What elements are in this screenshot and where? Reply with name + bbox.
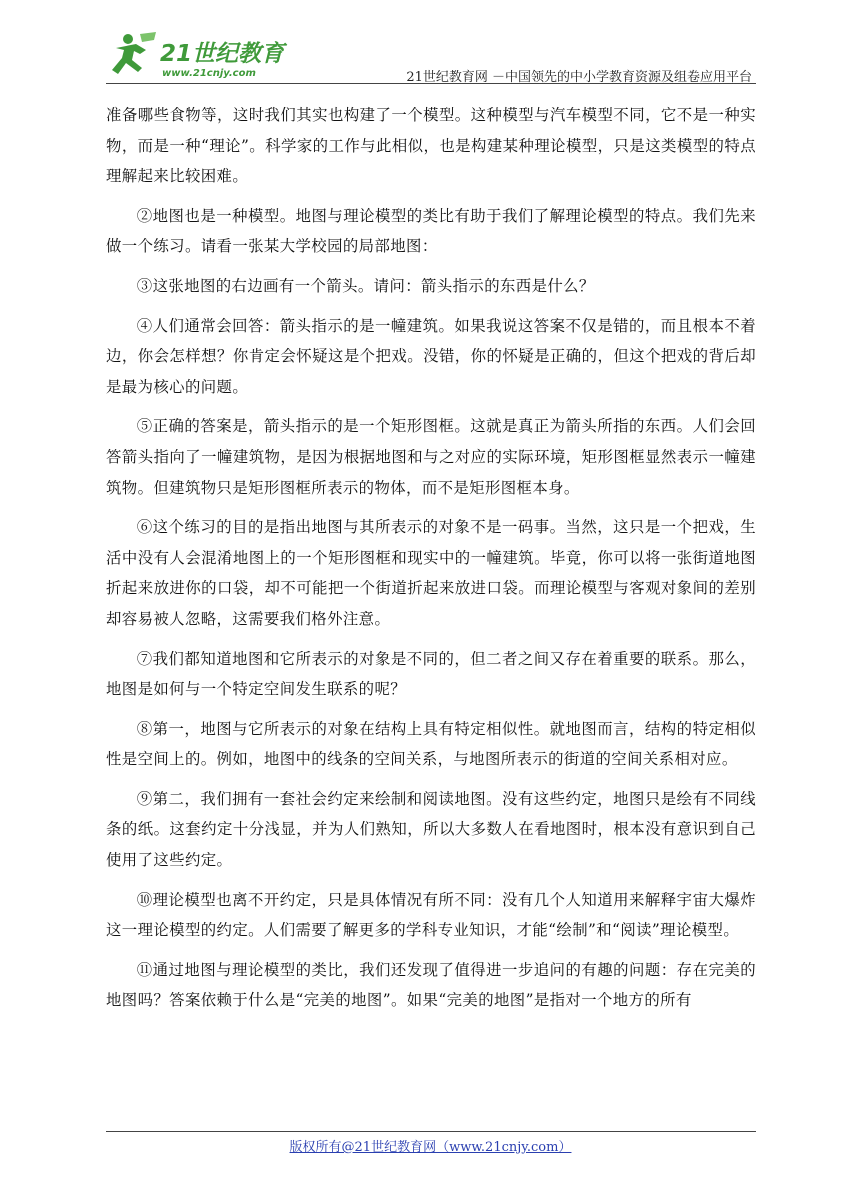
paragraph-5: ⑤正确的答案是，箭头指示的是一个矩形图框。这就是真正为箭头所指的东西。人们会回答箭头指向了一幢建筑物，是因为根据地图和与之对应的实际环境，矩形图框显然表示一幢建筑物。但建筑物只是矩形图框所表示的物体，而不是矩形图框本身。 xyxy=(106,417,756,497)
footer-divider xyxy=(106,1131,756,1132)
page-footer xyxy=(0,1136,861,1155)
paragraph-4: ④人们通常会回答：箭头指示的是一幢建筑。如果我说这答案不仅是错的，而且根本不着边，你会怎样想？你肯定会怀疑这是个把戏。没错，你的怀疑是正确的，但这个把戏的背后却是最为核心的问题。 xyxy=(106,316,756,396)
paragraph-10: ⑩理论模型也离不开约定，只是具体情况有所不同：没有几个人知道用来解释宇宙大爆炸这一理论模型的约定。人们需要了解更多的学科专业知识，才能“绘制”和“阅读”理论模型。 xyxy=(106,890,756,940)
paragraph-9: ⑨第二，我们拥有一套社会约定来绘制和阅读地图。没有这些约定，地图只是绘有不同线条的纸。这套约定十分浅显，并为人们熟知，所以大多数人在看地图时，根本没有意识到自己使用了这些约定。 xyxy=(106,789,756,870)
header-site-title: 21世纪教育网 －中国领先的中小学教育资源及组卷应用平台 xyxy=(406,70,752,85)
paragraph-7: ⑦我们都知道地图和它所表示的对象是不同的，但二者之间又存在着重要的联系。那么，地图是如何与一个特定空间发生联系的呢？ xyxy=(106,649,756,699)
header-divider xyxy=(106,83,756,84)
paragraph-6: ⑥这个练习的目的是指出地图与其所表示的对象不是一码事。当然，这只是一个把戏，生活中没有人会混淆地图上的一个矩形图框和现实中的一幢建筑。毕竟，你可以将一张街道地图折起来放进你的口袋，却不可能把一个街道折起来放进口袋。而理论模型与客观对象间的差别却容易被人忽略，这需要我们格外注意。 xyxy=(106,518,756,628)
logo-url: www.21cnjy.com xyxy=(162,68,256,79)
paragraph-2: ②地图也是一种模型。地图与理论模型的类比有助于我们了解理论模型的特点。我们先来做一个练习。请看一张某大学校园的局部地图： xyxy=(106,206,756,256)
runner-icon xyxy=(112,32,156,74)
paragraph-8: ⑧第一，地图与它所表示的对象在结构上具有特定相似性。就地图而言，结构的特定相似性是空间上的。例如，地图中的线条的空间关系，与地图所表示的街道的空间关系相对应。 xyxy=(106,719,756,769)
page-header xyxy=(106,30,756,85)
paragraph-1: 准备哪些食物等，这时我们其实也构建了一个模型。这种模型与汽车模型不同，它不是一种实物，而是一种“理论”。科学家的工作与此相似，也是构建某种理论模型，只是这类模型的特点理解起来比较困难。 xyxy=(106,106,756,186)
paragraph-3: ③这张地图的右边画有一个箭头。请问：箭头指示的东西是什么？ xyxy=(136,276,595,295)
logo xyxy=(106,30,306,80)
footer-copyright-link[interactable]: 版权所有@21世纪教育网（www.21cnjy.com） xyxy=(289,1140,572,1155)
paragraph-11: ⑪通过地图与理论模型的类比，我们还发现了值得进一步追问的有趣的问题：存在完美的地图吗？答案依赖于什么是“完美的地图”。如果“完美的地图”是指对一个地方的所有 xyxy=(106,960,756,1010)
article-body xyxy=(106,100,756,1025)
logo-text: 21世纪教育 xyxy=(160,41,285,67)
